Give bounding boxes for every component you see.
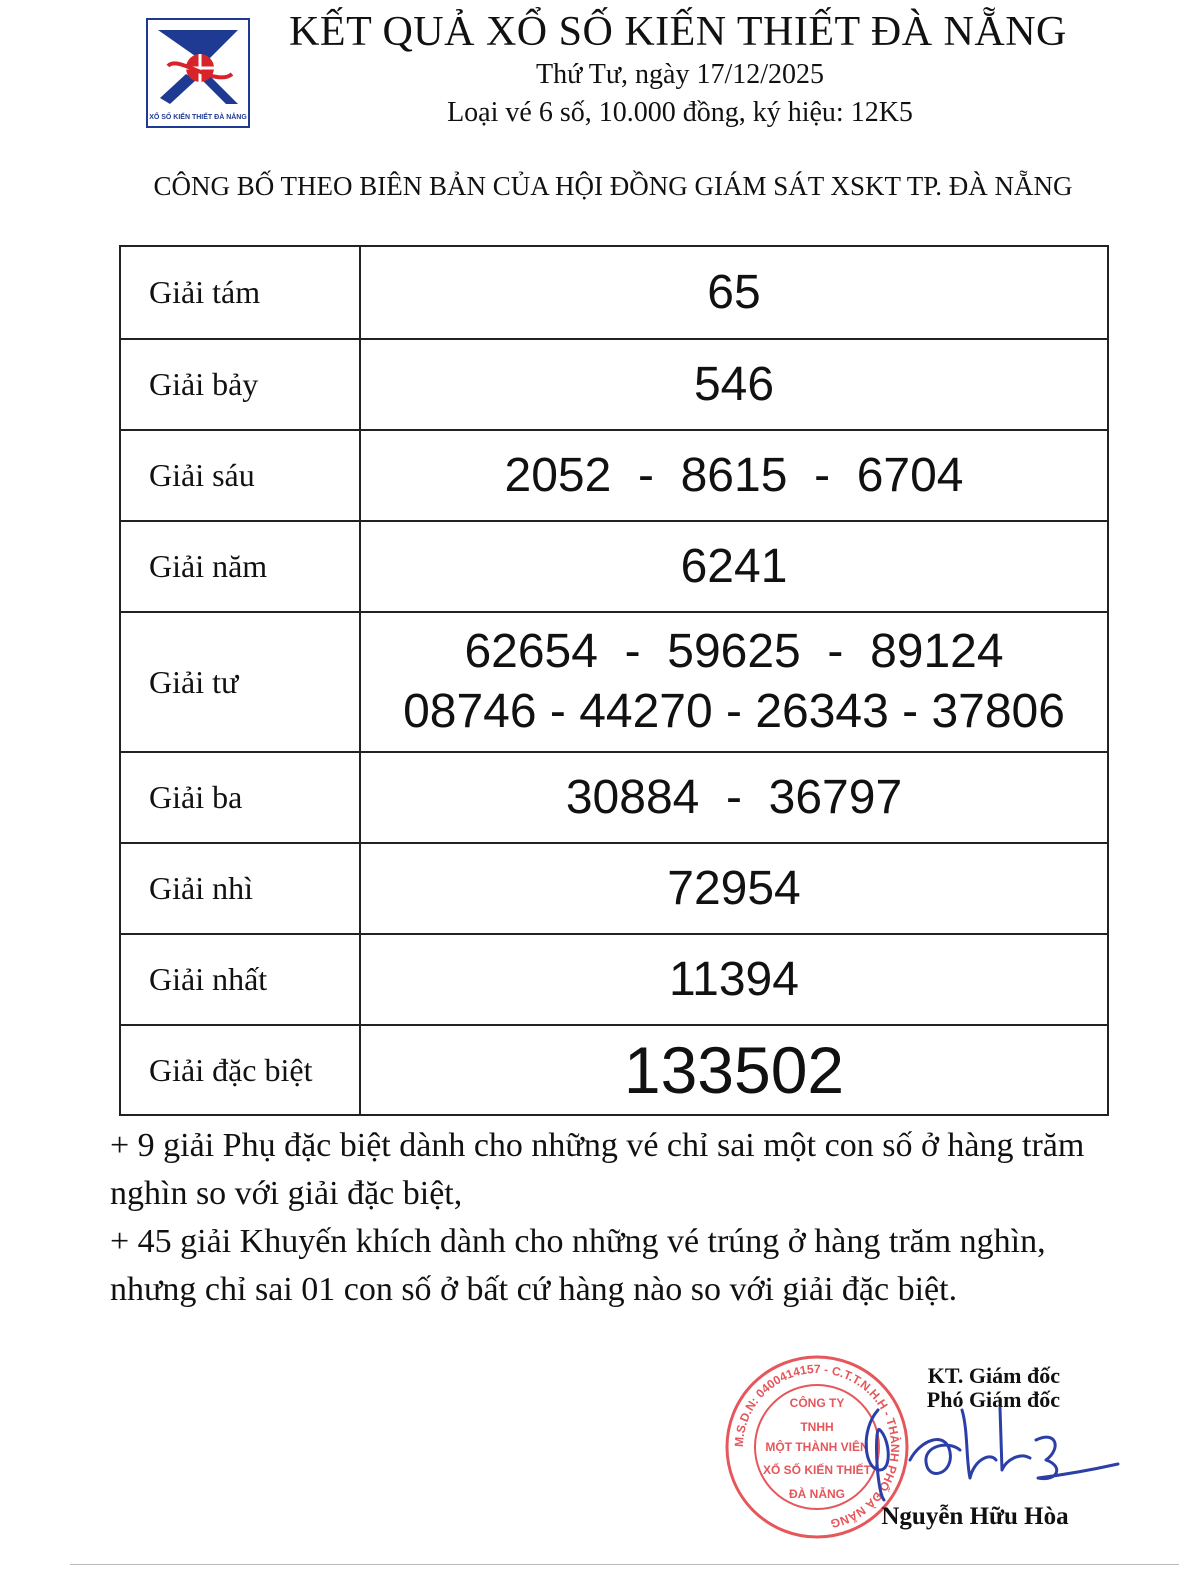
special-prize-value: 133502 [360,1025,1108,1115]
draw-date: Thứ Tư, ngày 17/12/2025 [535,59,825,90]
stamp-line: XỔ SỐ KIẾN THIẾT [762,1463,872,1477]
prize-value: 6241 [360,521,1108,612]
stamp-line: MỘT THÀNH VIÊN [765,1440,869,1454]
signer-title-1: KT. Giám đốc [927,1363,1060,1388]
signer-name: Nguyễn Hữu Hòa [881,1503,1069,1530]
page-title: KẾT QUẢ XỔ SỐ KIẾN THIẾT ĐÀ NẴNG [289,9,1067,55]
notes [110,1122,1110,1314]
prize-value: 72954 [360,843,1108,934]
stamp-line: ĐÀ NẴNG [789,1487,845,1501]
table-row [120,843,1108,934]
prize-label: Giải bảy [120,339,360,430]
table-row [120,339,1108,430]
table-row [120,430,1108,521]
handwritten-signature [850,1387,1120,1520]
table-row [120,521,1108,612]
stamp-ring-text: M.S.D.N: 0400414157 - C.T.T.N.H.H - THÀNH PHỐ ĐÀ NẴNG [731,1361,903,1531]
table-row [120,934,1108,1025]
prize-label: Giải tám [120,246,360,339]
table-row [120,246,1108,339]
prize-label: Giải năm [120,521,360,612]
stamp-line: CÔNG TY [789,1396,845,1410]
signer-title-2: Phó Giám đốc [926,1387,1060,1412]
prize-value: 62654 - 59625 - 89124 08746 - 44270 - 26343 - 37806 [360,612,1108,752]
company-logo [146,18,250,128]
table-row [120,1025,1108,1115]
results-table [119,245,1109,1116]
prize-label: Giải tư [120,612,360,752]
table-row [120,752,1108,843]
note-consolation-special: + 9 giải Phụ đặc biệt dành cho những vé chỉ sai một con số ở hàng trăm nghìn so với giải đặc biệt, [110,1127,1085,1212]
announcement: CÔNG BỐ THEO BIÊN BẢN CỦA HỘI ĐỒNG GIÁM SÁT XSKT TP. ĐÀ NẴNG [153,171,1073,201]
prize-value: 30884 - 36797 [360,752,1108,843]
prize-label: Giải đặc biệt [120,1025,360,1115]
ticket-info: Loại vé 6 số, 10.000 đồng, ký hiệu: 12K5 [447,97,913,128]
prize-label: Giải nhì [120,843,360,934]
logo-caption: XỔ SỐ KIẾN THIẾT ĐÀ NẴNG [149,114,247,121]
bottom-divider [70,1564,1179,1565]
table-row [120,612,1108,752]
prize-value: 2052 - 8615 - 6704 [360,430,1108,521]
note-encouragement: + 45 giải Khuyến khích dành cho những vé trúng ở hàng trăm nghìn, nhưng chỉ sai 01 con số ở bất cứ hàng nào so với giải đặc biệt. [110,1223,1046,1308]
prize-label: Giải nhất [120,934,360,1025]
prize-value: 11394 [360,934,1108,1025]
stamp-line: TNHH [800,1420,834,1434]
prize-value: 65 [360,246,1108,339]
prize-label: Giải ba [120,752,360,843]
prize-label: Giải sáu [120,430,360,521]
prize-value: 546 [360,339,1108,430]
